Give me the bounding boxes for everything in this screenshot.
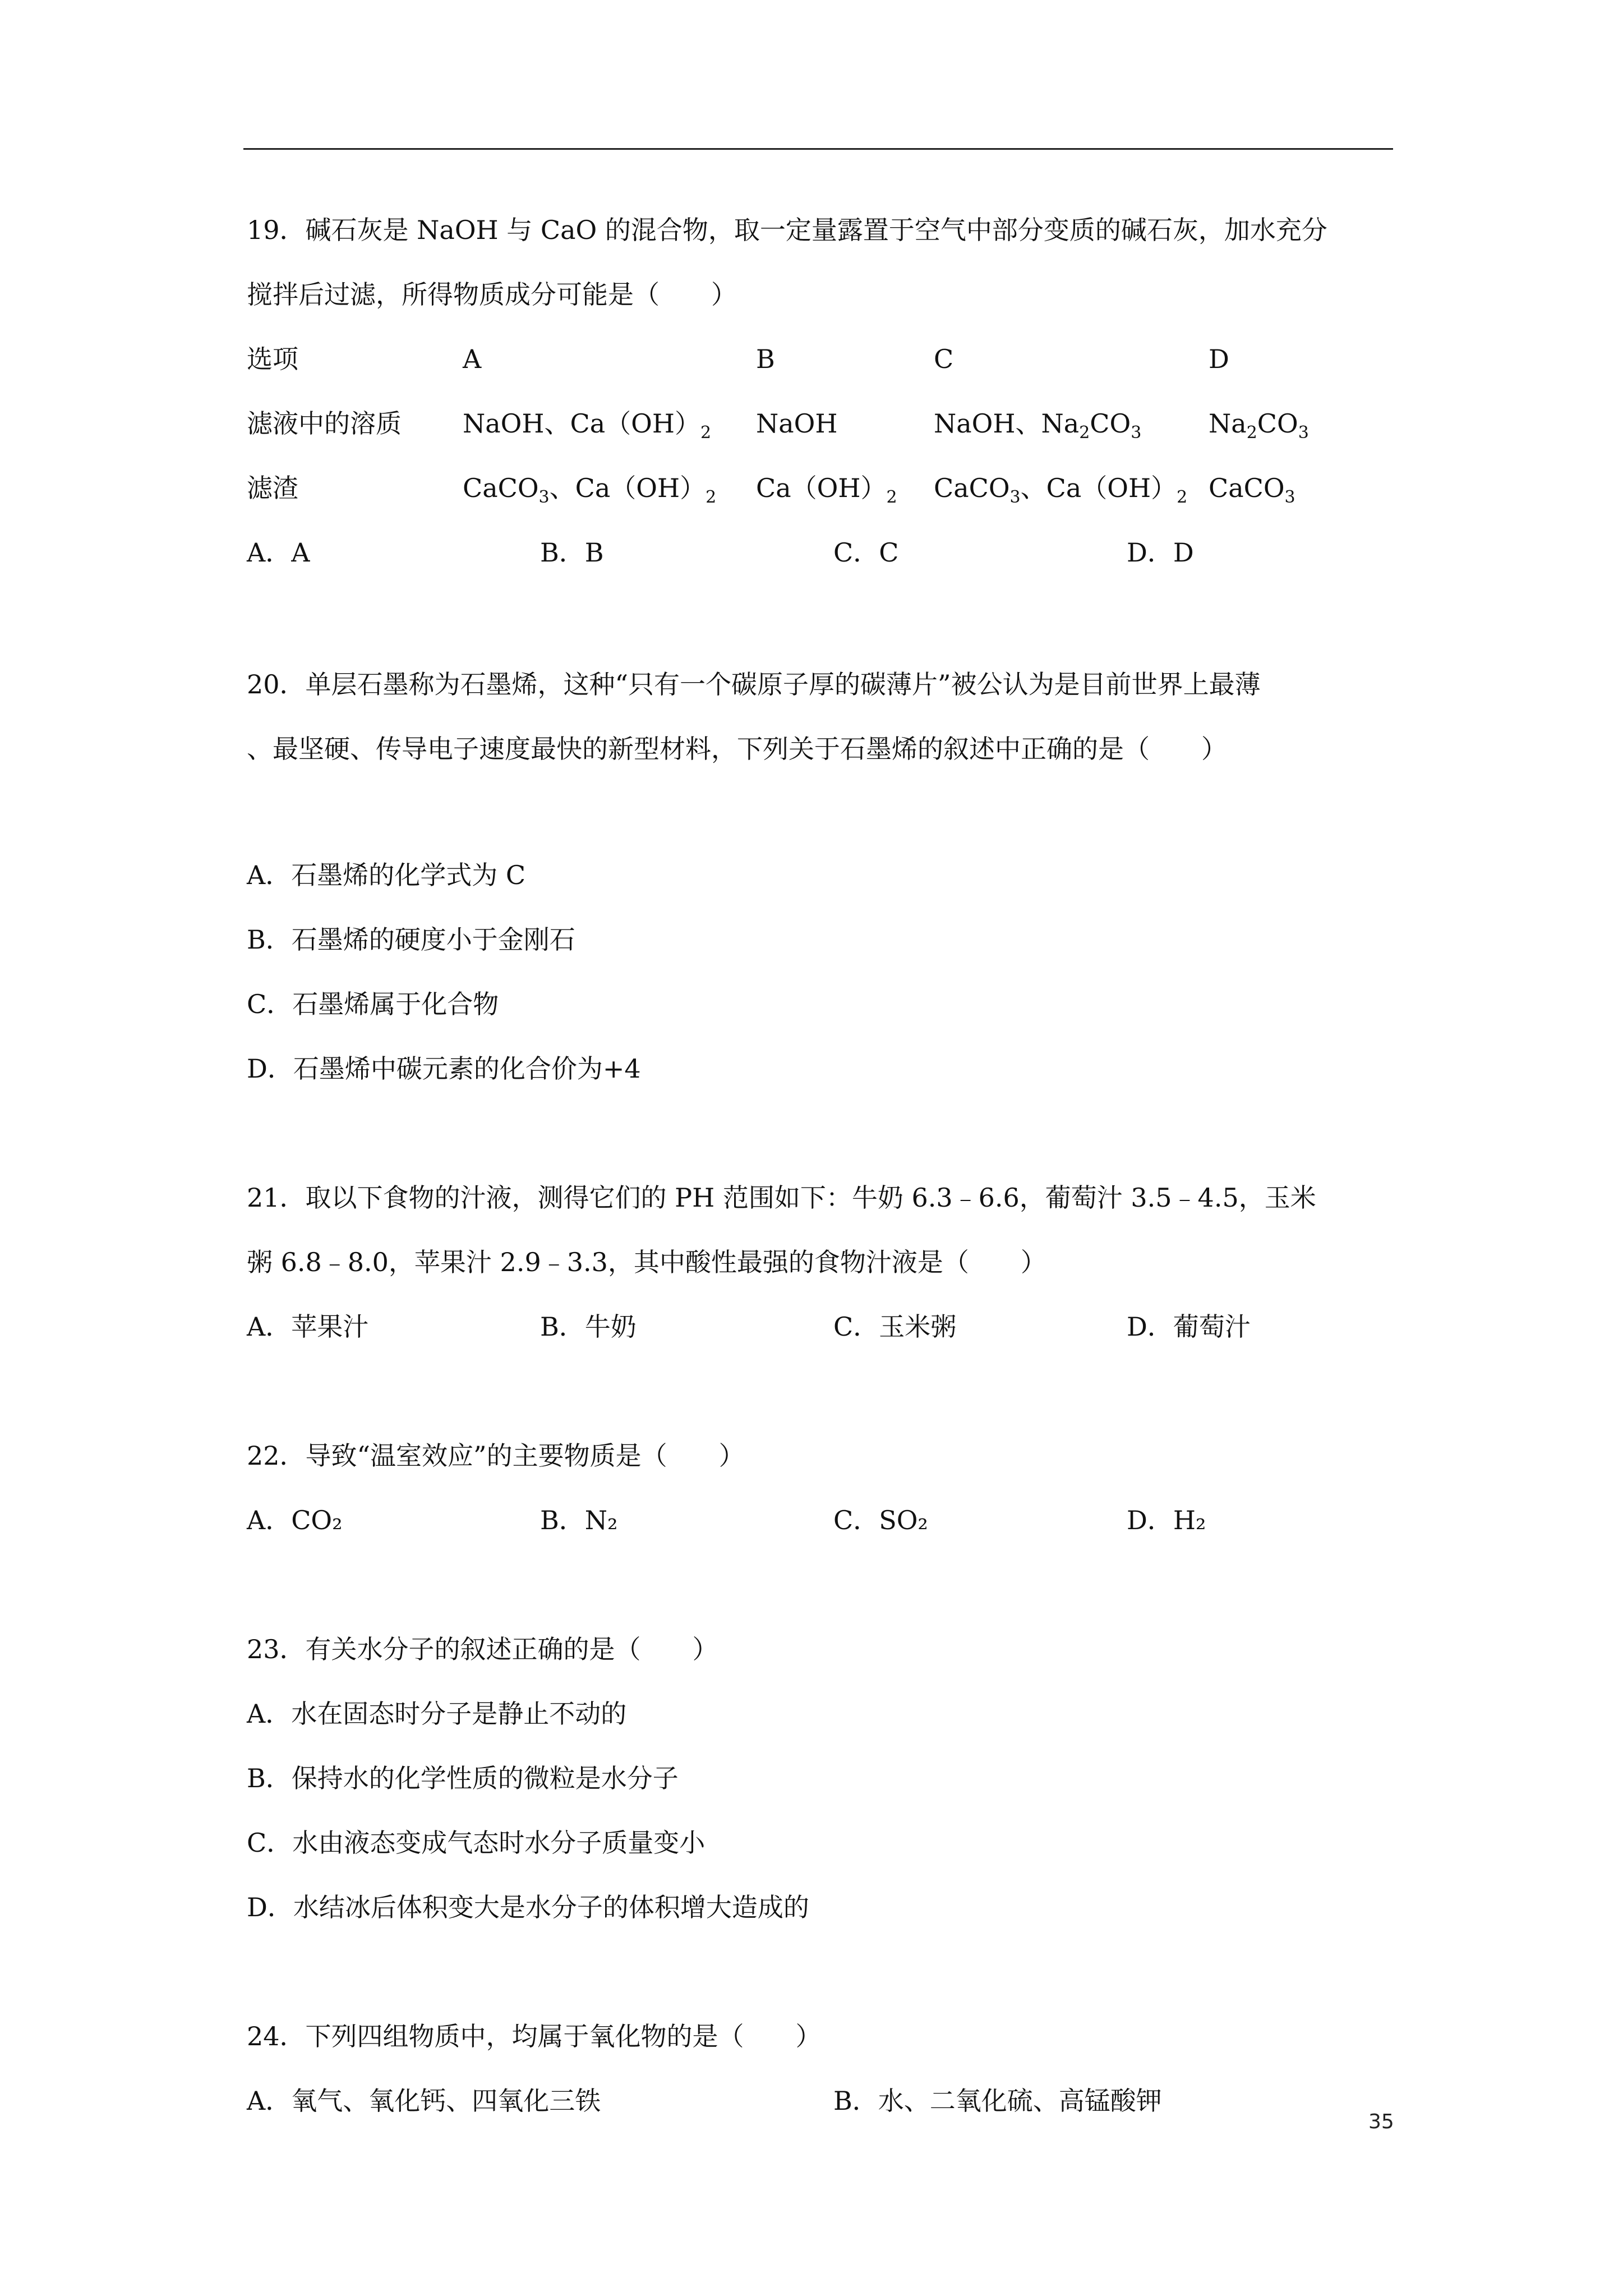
q19-row2-label: 滤渣 (247, 473, 298, 503)
q19-stem-line2: 搅拌后过滤，所得物质成分可能是（ ） (247, 279, 737, 310)
q23-stem: 23．有关水分子的叙述正确的是（ ） (247, 1634, 718, 1664)
q21-option-c: C．玉米粥 (833, 1312, 957, 1342)
q19-option-c: C．C (833, 537, 899, 568)
q19-row1-b: NaOH (756, 408, 838, 439)
q19-row1-a: NaOH、$Ca(OH)_2$ (463, 408, 712, 443)
q20-option-c: C．石墨烯属于化合物 (247, 989, 499, 1019)
q19-option-a: A．A (247, 537, 310, 568)
q21-option-b: B．牛奶 (540, 1312, 637, 1342)
q21-stem-line1: 21．取以下食物的汁液，测得它们的 PH 范围如下：牛奶 6.3﹣6.6，葡萄汁 3.5﹣4.5，玉米 (247, 1182, 1316, 1213)
q23-option-c: C．水由液态变成气态时水分子质量变小 (247, 1828, 706, 1858)
q20-stem-line1: 20．单层石墨称为石墨烯，这种“只有一个碳原子厚的碳薄片”被公认为是目前世界上最薄 (247, 669, 1261, 700)
q20-option-a: A．石墨烯的化学式为 C (247, 860, 526, 890)
q22-option-a: A．CO₂ (247, 1505, 343, 1535)
q19-row1-label: 滤液中的溶质 (247, 408, 402, 439)
q19-table-header-b: B (756, 344, 775, 374)
q21-option-a: A．苹果汁 (247, 1312, 369, 1342)
q22-stem: 22．导致“温室效应”的主要物质是（ ） (247, 1441, 745, 1471)
q19-stem-line1: 19．碱石灰是 NaOH 与 CaO 的混合物，取一定量露置于空气中部分变质的碱石灰，加水充分 (247, 215, 1327, 245)
q19-row2-c: CaCO$_3$、$Ca(OH)_2$ (934, 473, 1188, 507)
q20-stem-line2: 、最坚硬、传导电子速度最快的新型材料，下列关于石墨烯的叙述中正确的是（ ） (247, 734, 1227, 764)
q22-option-b: B．N₂ (540, 1505, 618, 1535)
q24-stem: 24．下列四组物质中，均属于氧化物的是（ ） (247, 2021, 822, 2051)
q23-option-a: A．水在固态时分子是静止不动的 (247, 1699, 627, 1729)
q19-row1-d: $Na_2CO_3$ (1209, 408, 1309, 443)
q19-row2-d: CaCO$_3$ (1209, 473, 1295, 507)
q19-option-d: D．D (1127, 537, 1194, 568)
q23-option-b: B．保持水的化学性质的微粒是水分子 (247, 1763, 679, 1793)
q24-option-b: B．水、二氧化硫、高锰酸钾 (833, 2086, 1162, 2116)
q21-option-d: D．葡萄汁 (1127, 1312, 1251, 1342)
header-rule (243, 148, 1393, 150)
q20-option-d: D．石墨烯中碳元素的化合价为+4 (247, 1053, 641, 1084)
q19-table-header-c: C (934, 344, 954, 374)
q19-row1-c: NaOH、$Na_2CO_3$ (934, 408, 1142, 443)
page-number: 35 (1368, 2110, 1394, 2133)
q19-table-header-a: A (463, 344, 482, 374)
q22-option-d: D．H₂ (1127, 1505, 1206, 1535)
q19-option-b: B．B (540, 537, 604, 568)
q19-table-header-d: D (1209, 344, 1229, 374)
q22-option-c: C．SO₂ (833, 1505, 928, 1535)
q24-option-a: A．氧气、氧化钙、四氧化三铁 (247, 2086, 601, 2116)
q19-row2-a: CaCO$_3$、$Ca(OH)_2$ (463, 473, 717, 507)
q23-option-d: D．水结冰后体积变大是水分子的体积增大造成的 (247, 1892, 809, 1922)
q20-option-b: B．石墨烯的硬度小于金刚石 (247, 924, 575, 955)
q19-row2-b: $Ca(OH)_2$ (756, 473, 897, 507)
q21-stem-line2: 粥 6.8﹣8.0，苹果汁 2.9﹣3.3，其中酸性最强的食物汁液是（ ） (247, 1247, 1046, 1277)
q19-table-header-option: 选项 (247, 344, 298, 374)
